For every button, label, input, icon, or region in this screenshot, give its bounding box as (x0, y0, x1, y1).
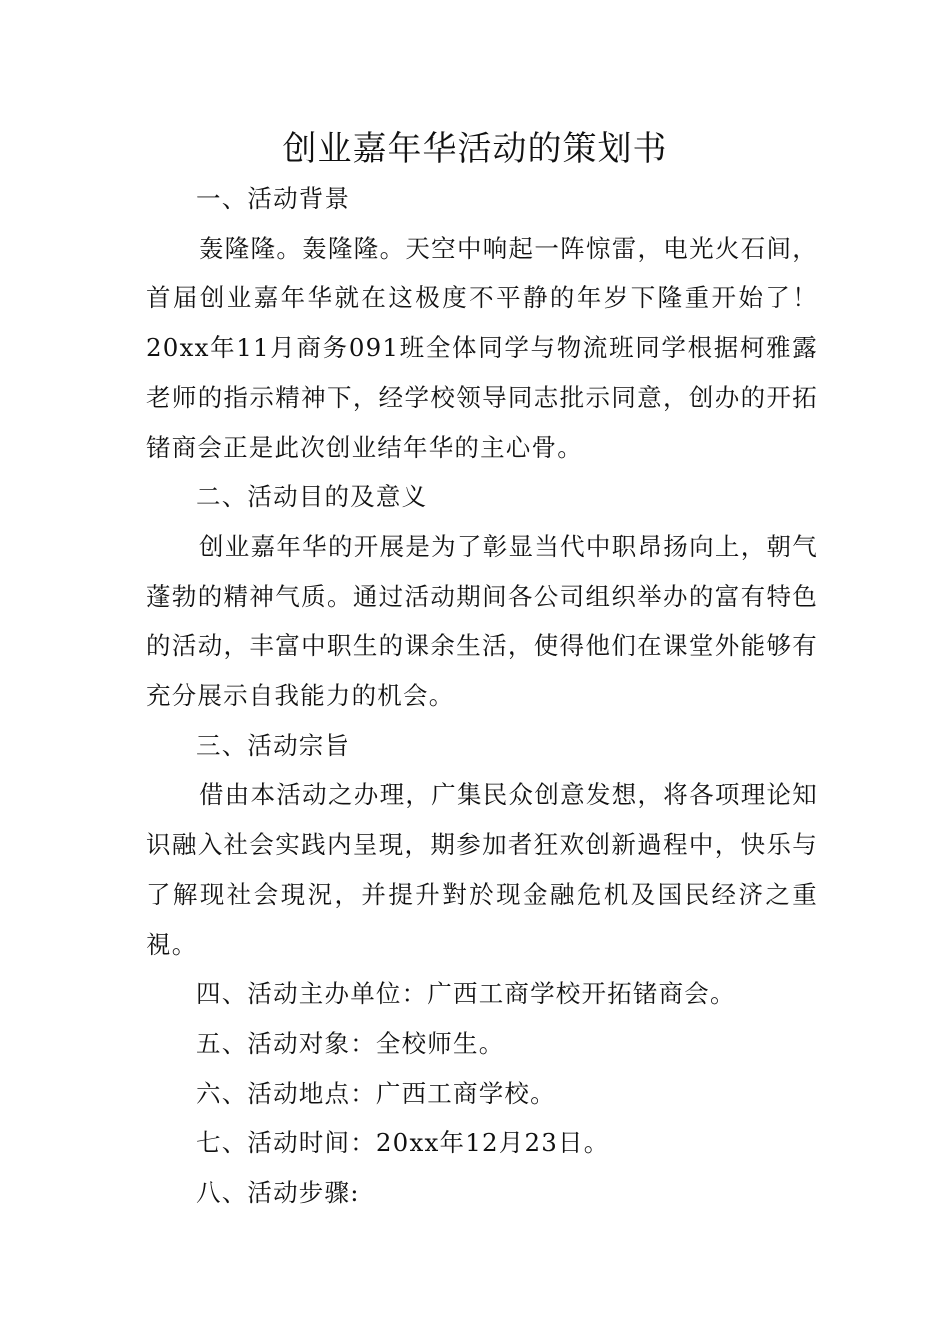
section-heading-aim: 三、活动宗旨 (196, 730, 351, 760)
section-paragraph-aim: 借由本活动之办理，广集民众创意发想，将各项理论知识融入社会实践内呈現，期参加者狂欢创新過程中，快乐与了解现社会現況，并提升對於现金融危机及国民经济之重視。 (146, 780, 818, 959)
document-body (146, 174, 818, 1218)
section-paragraph-background: 轰隆隆。轰隆隆。天空中响起一阵惊雷，电光火石间，首届创业嘉年华就在这极度不平静的年岁下隆重开始了！20xx年11月商务091班全体同学与物流班同学根据柯雅露老师的指示精神下，经学校领导同志批示同意，创办的开拓锗商会正是此次创业结年华的主心骨。 (146, 233, 818, 462)
item-organizer: 四、活动主办单位：广西工商学校开拓锗商会。 (196, 979, 736, 1009)
item-time: 七、活动时间：20xx年12月23日。 (196, 1128, 610, 1158)
item-steps: 八、活动步骤: (196, 1178, 360, 1208)
section-heading-background: 一、活动背景 (196, 184, 351, 213)
document-title: 创业嘉年华活动的策划书 (282, 129, 668, 169)
section-heading-purpose: 二、活动目的及意义 (196, 482, 428, 512)
item-audience: 五、活动对象：全校师生。 (196, 1028, 505, 1058)
section-paragraph-purpose: 创业嘉年华的开展是为了彰显当代中职昂扬向上，朝气蓬勃的精神气质。通过活动期间各公司组织举办的富有特色的活动，丰富中职生的课余生活，使得他们在课堂外能够有充分展示自我能力的机会。 (146, 531, 818, 711)
item-location: 六、活动地点：广西工商学校。 (196, 1078, 556, 1108)
